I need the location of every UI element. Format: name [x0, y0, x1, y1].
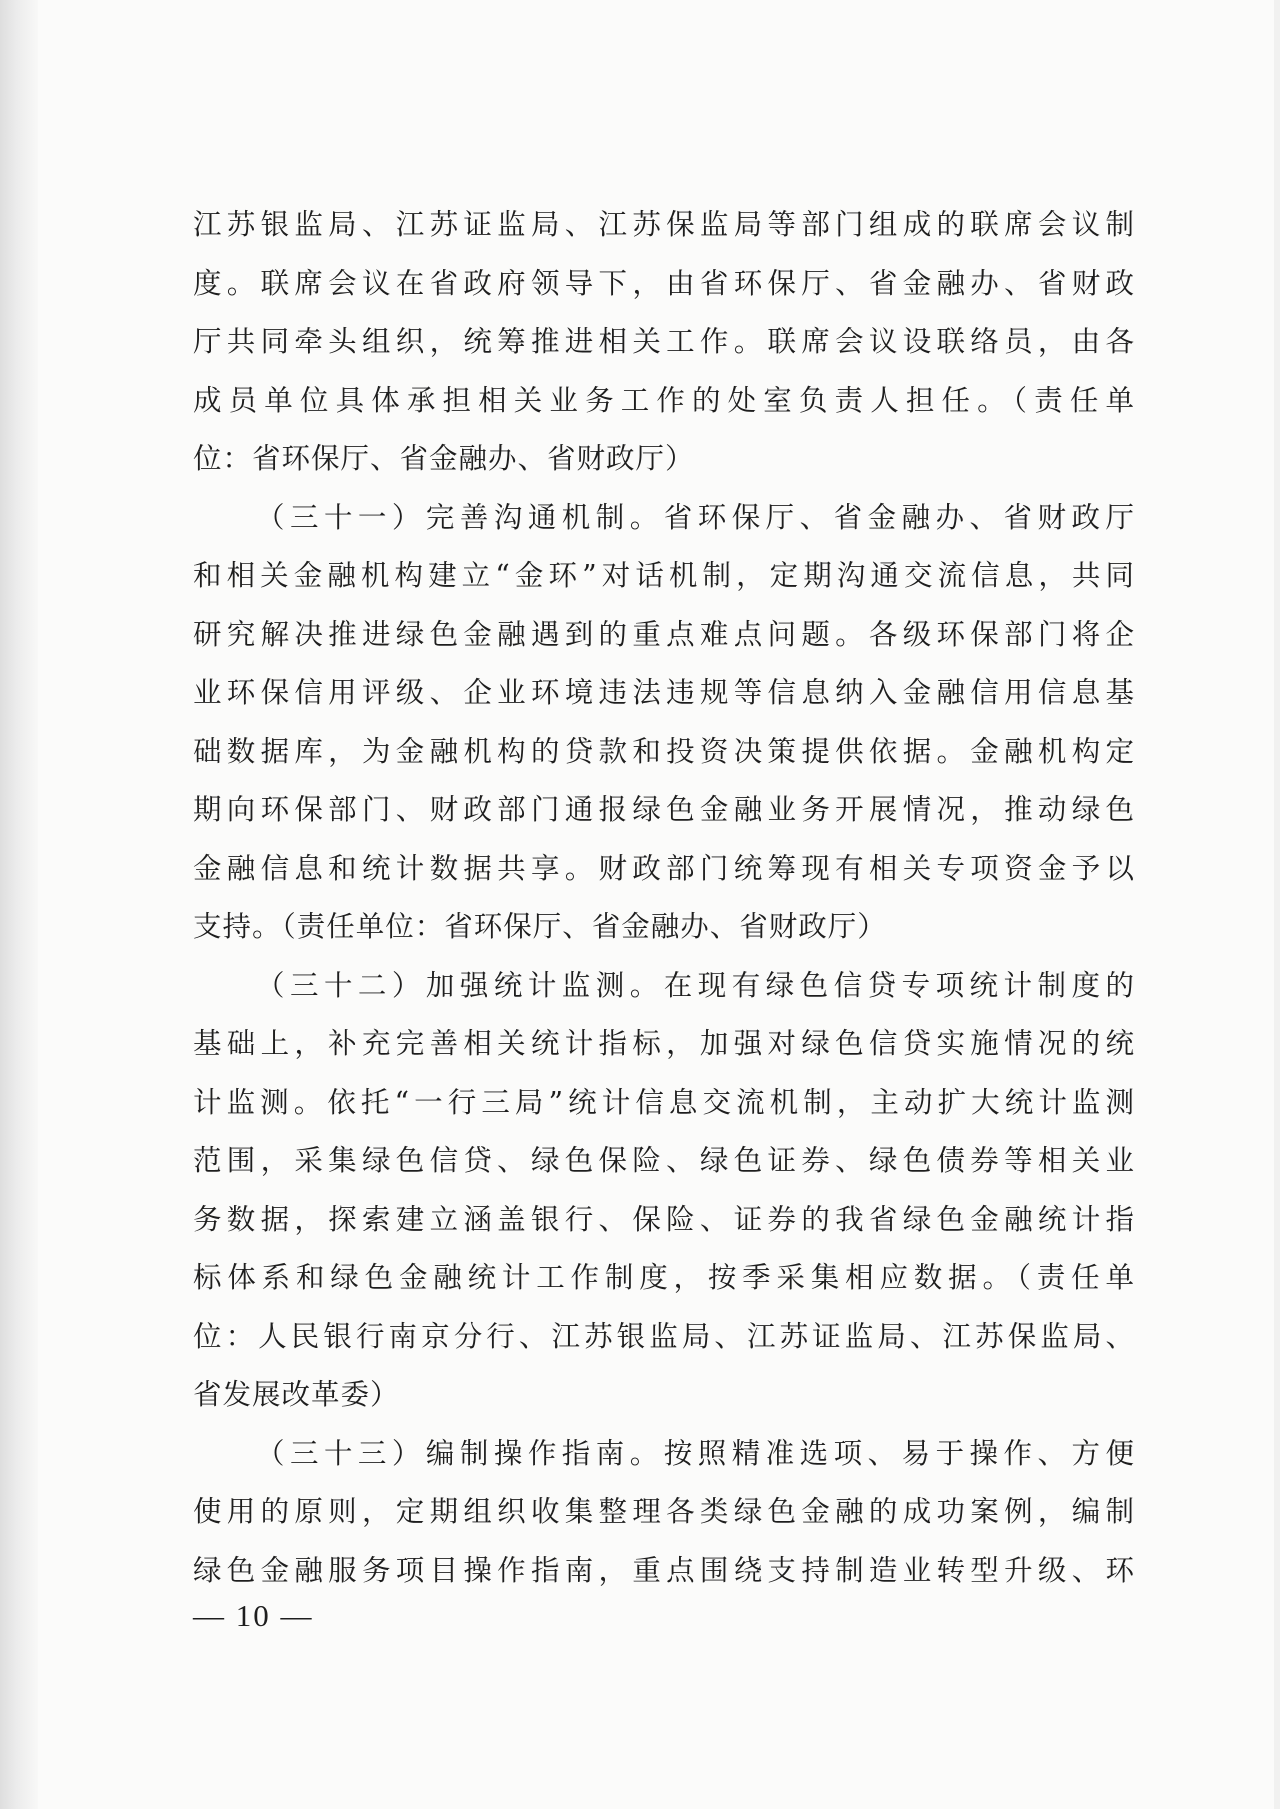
paragraph-first-line: [193, 489, 1135, 548]
text-line: 绿色金融服务项目操作指南，重点围绕支持制造业转型升级、环: [193, 1553, 1135, 1587]
text-line: 支持。（责任单位：省环保厅、省金融办、省财政厅）: [193, 910, 887, 943]
text-line: 江苏银监局、江苏证监局、江苏保监局等部门组成的联席会议制: [193, 208, 1135, 241]
paragraph-first-line: [193, 1425, 1135, 1484]
text-span: 省环保厅、省金融办、省财政厅: [663, 500, 1135, 534]
text-line: 务数据，探索建立涵盖银行、保险、证券的我省绿色金融统计指: [193, 1202, 1135, 1236]
text-line: 省发展改革委）: [193, 1378, 400, 1411]
text-span: 在现有绿色信贷专项统计制度的: [663, 968, 1135, 1002]
text-line: 和相关金融机构建立“金环”对话机制，定期沟通交流信息，共同: [193, 559, 1135, 592]
text-line: 标体系和绿色金融统计工作制度，按季采集相应数据。（责任单: [193, 1261, 1135, 1294]
text-line: 范围，采集绿色信贷、绿色保险、绿色证券、绿色债券等相关业: [193, 1144, 1135, 1177]
text-line: 基础上，补充完善相关统计指标，加强对绿色信贷实施情况的统: [193, 1027, 1135, 1060]
text-line: 计监测。依托“一行三局”统计信息交流机制，主动扩大统计监测: [193, 1085, 1135, 1119]
text-line: 度。联席会议在省政府领导下，由省环保厅、省金融办、省财政: [193, 266, 1135, 300]
text-line: 位：人民银行南京分行、江苏银监局、江苏证监局、江苏保监局、: [193, 1319, 1135, 1353]
text-line: 业环保信用评级、企业环境违法违规等信息纳入金融信用信息基: [193, 676, 1135, 709]
text-span: 按照精准选项、易于操作、方便: [663, 1436, 1135, 1470]
page-number: — 10 —: [193, 1598, 314, 1633]
text-line: 成员单位具体承担相关业务工作的处室负责人担任。（责任单: [193, 383, 1135, 417]
document-body: [193, 196, 1135, 1600]
text-line: 础数据库，为金融机构的贷款和投资决策提供依据。金融机构定: [193, 734, 1135, 768]
text-line: 期向环保部门、财政部门通报绿色金融业务开展情况，推动绿色: [193, 793, 1135, 826]
text-line: 使用的原则，定期组织收集整理各类绿色金融的成功案例，编制: [193, 1495, 1135, 1528]
section-heading: （三十三）编制操作指南。: [256, 1436, 664, 1470]
text-line: 厅共同牵头组织，统筹推进相关工作。联席会议设联络员，由各: [193, 325, 1135, 358]
scan-binding-shadow: [0, 0, 38, 1809]
text-line: 位：省环保厅、省金融办、省财政厅）: [193, 442, 695, 475]
scan-right-edge: [1274, 0, 1280, 1809]
paragraph-first-line: [193, 957, 1135, 1016]
text-line: 金融信息和统计数据共享。财政部门统筹现有相关专项资金予以: [193, 851, 1135, 885]
text-line: 研究解决推进绿色金融遇到的重点难点问题。各级环保部门将企: [193, 617, 1135, 651]
section-heading: （三十二）加强统计监测。: [256, 968, 664, 1002]
section-heading: （三十一）完善沟通机制。: [256, 500, 664, 534]
